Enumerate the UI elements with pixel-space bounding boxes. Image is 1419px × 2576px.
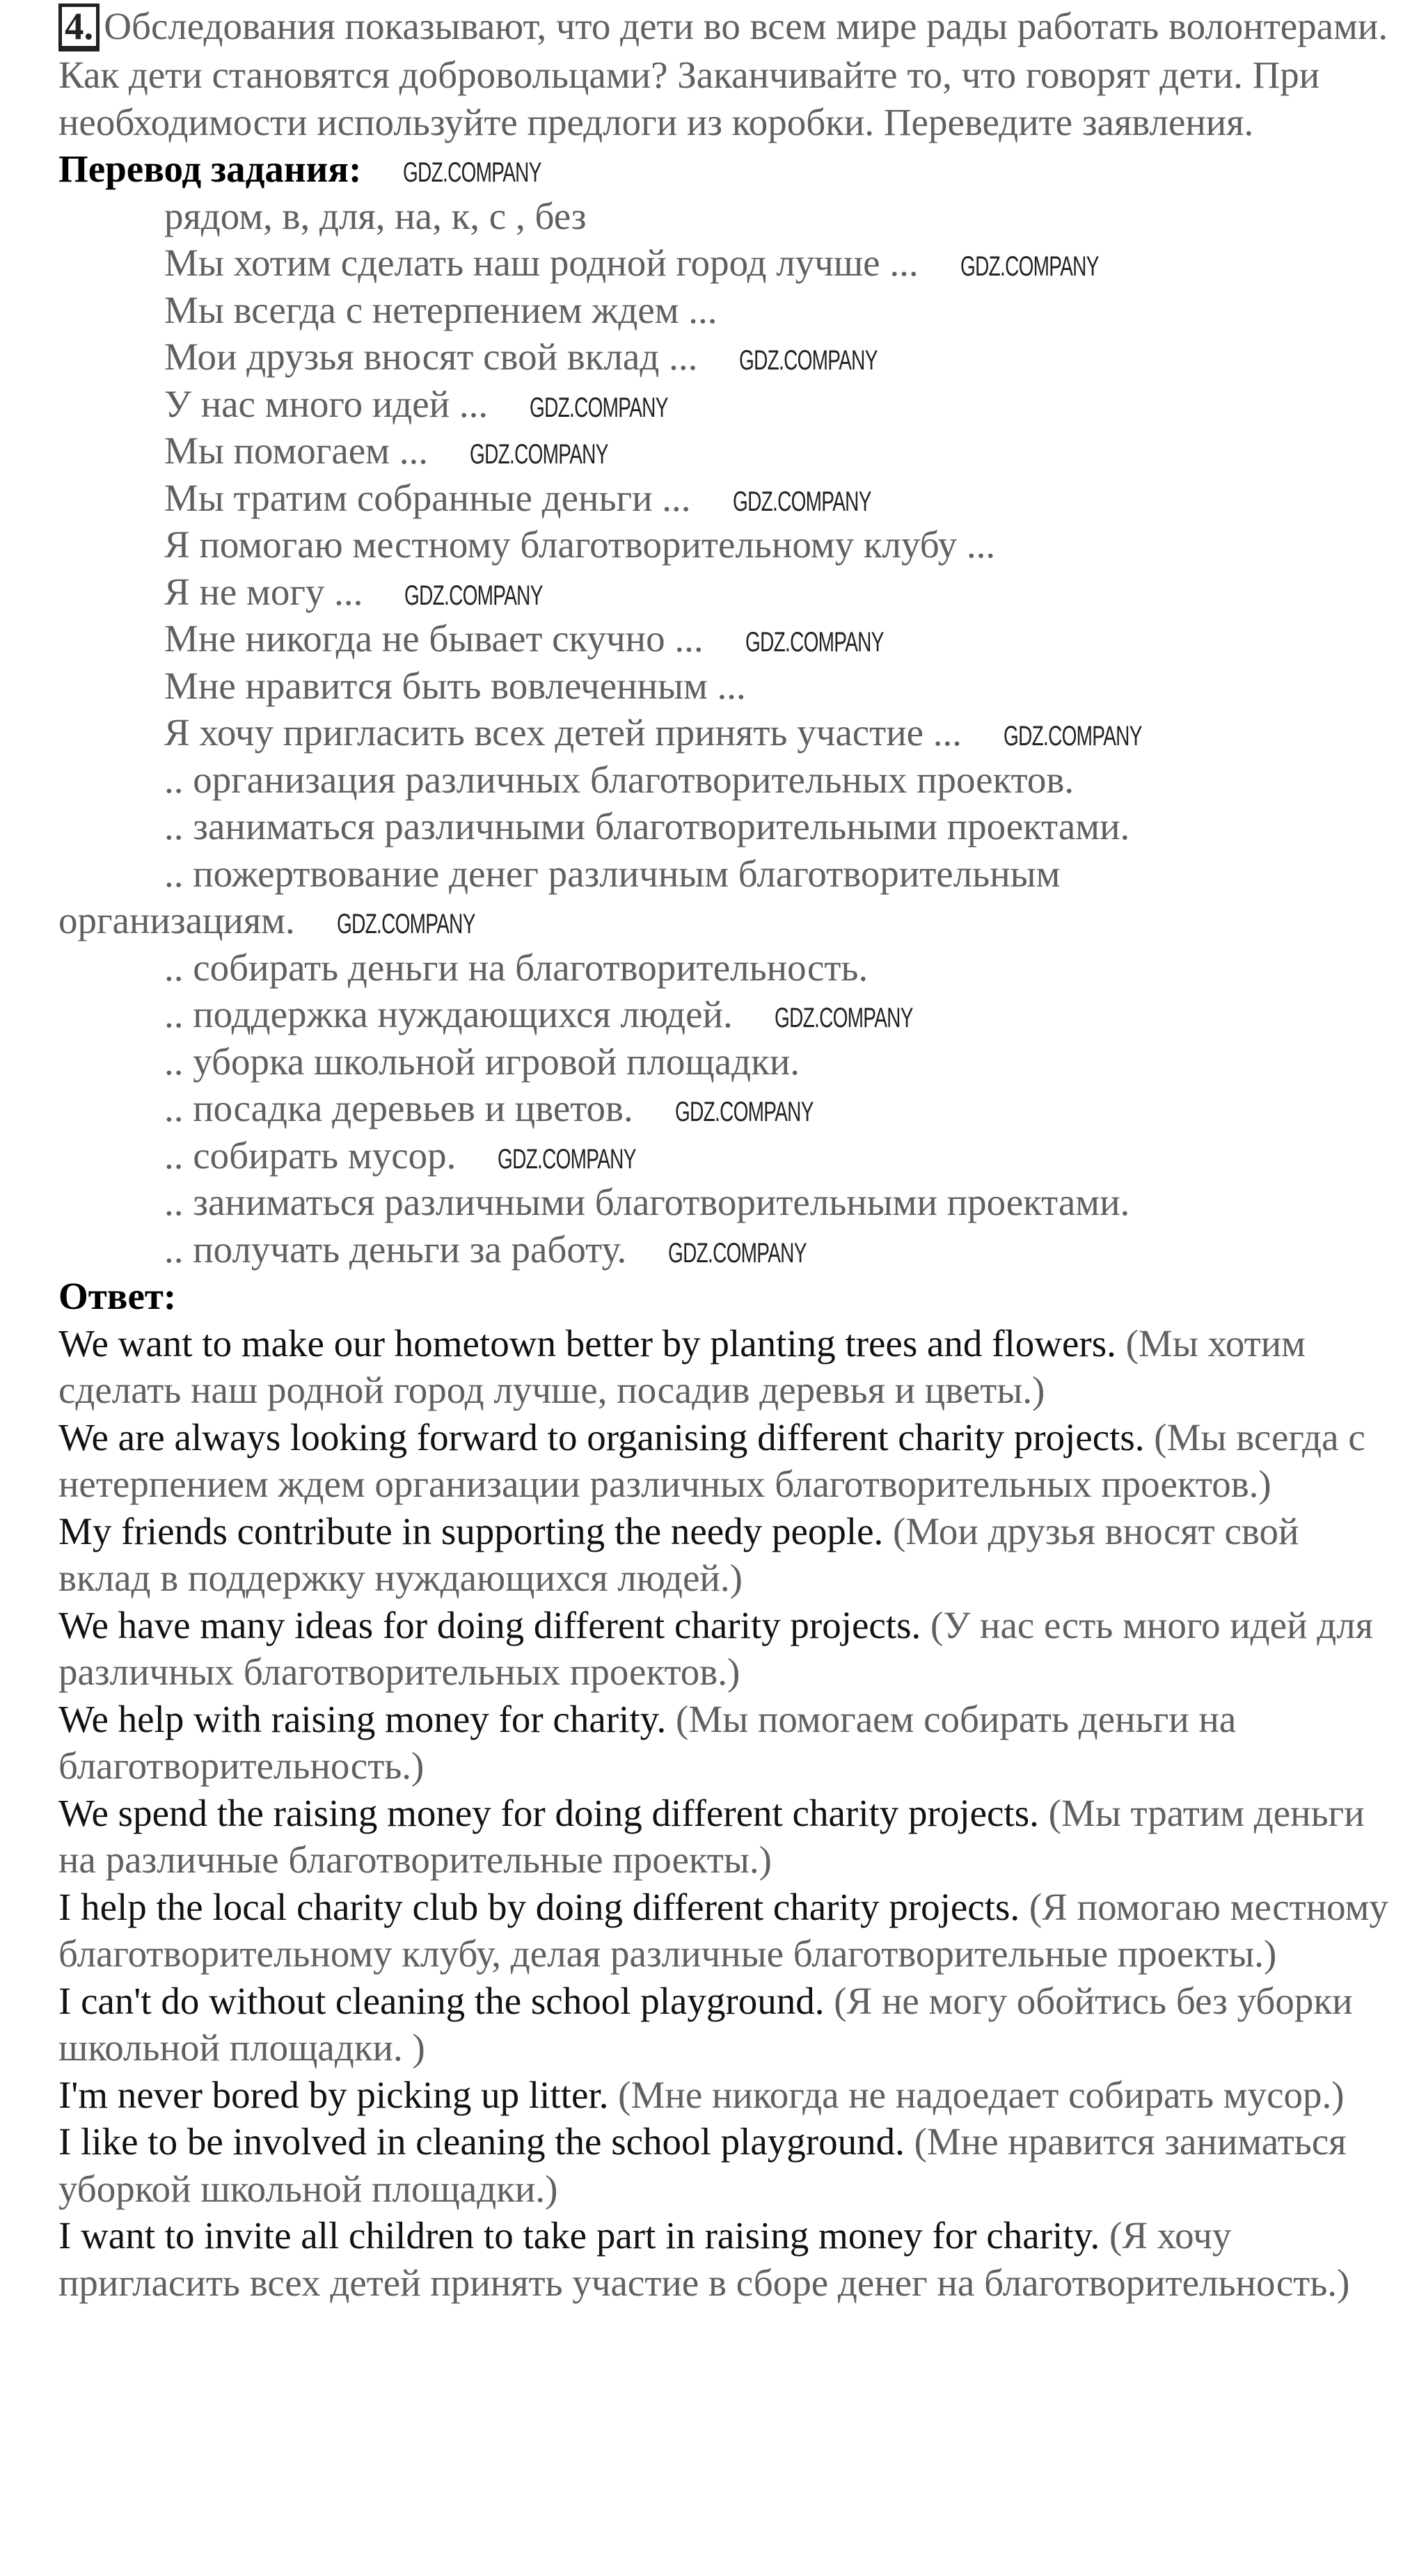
answer-heading: Ответ:	[58, 1275, 177, 1317]
answer-english: We are always looking forward to organising different charity projects.	[58, 1415, 1145, 1458]
translation-item	[58, 239, 1395, 287]
answer-english: My friends contribute in supporting the needy people.	[58, 1509, 884, 1552]
answer-english: We help with raising money for charity.	[58, 1697, 667, 1740]
answer-russian: (Мы помогаем собирать деньги на благотворительность.)	[58, 1697, 1237, 1787]
answer-item	[58, 1508, 1395, 1602]
translation-item	[58, 193, 1395, 240]
translation-item	[58, 521, 1395, 569]
translation-heading-row	[58, 145, 1395, 193]
translation-item-text: У нас много идей ...	[164, 382, 489, 425]
translation-item-text: .. уборка школьной игровой площадки.	[164, 1040, 800, 1083]
answer-english: We want to make our hometown better by planting trees and flowers.	[58, 1321, 1116, 1365]
answer-russian: (Мы хотим сделать наш родной город лучше, посадив деревья и цветы.)	[58, 1321, 1306, 1411]
answer-russian: (Я не могу обойтись без уборки школьной площадки. )	[58, 1979, 1353, 2069]
answer-item	[58, 1884, 1395, 1978]
watermark: GDZ.COMPANY	[745, 627, 884, 658]
translation-item-text: Я не могу ...	[164, 570, 363, 613]
watermark: GDZ.COMPANY	[960, 251, 1099, 282]
task-text: Обследования показывают, что дети во всем мире рады работать волонтерами. Как дети становятся добровольцами? Заканчивайте то, что говорят дети. При необходимости используйте предлоги из коробки. Переведите заявления.	[58, 5, 1388, 143]
watermark: GDZ.COMPANY	[336, 909, 475, 939]
answer-russian: (Мои друзья вносят свой вклад в поддержку нуждающихся людей.)	[58, 1509, 1299, 1599]
answer-item	[58, 2118, 1395, 2212]
translation-item	[58, 427, 1395, 475]
translation-item-text: Я помогаю местному благотворительному клубу ...	[164, 523, 996, 566]
translation-item	[58, 475, 1395, 522]
answer-russian: (Я хочу пригласить всех детей принять участие в сборе денег на благотворительность.)	[58, 2214, 1350, 2304]
translation-item-text: .. пожертвование денег различным благотворительным	[164, 852, 1061, 895]
translation-item	[58, 1038, 1395, 1086]
task-paragraph	[58, 3, 1395, 145]
translation-item	[58, 615, 1395, 662]
answer-item	[58, 1602, 1395, 1696]
translation-item	[58, 991, 1395, 1038]
translation-item-text: .. собирать мусор.	[164, 1134, 457, 1177]
translation-list	[58, 193, 1395, 1273]
answer-english: I'm never bored by picking up litter.	[58, 2073, 609, 2116]
answer-english: I can't do without cleaning the school playground.	[58, 1979, 825, 2022]
translation-item-text: Мне никогда не бывает скучно ...	[164, 617, 704, 660]
answer-item	[58, 2212, 1395, 2306]
translation-item-text: .. заниматься различными благотворительными проектами.	[164, 1181, 1130, 1223]
translation-item-text: .. получать деньги за работу.	[164, 1227, 627, 1271]
watermark: GDZ.COMPANY	[739, 345, 878, 376]
answer-item	[58, 2072, 1395, 2119]
task-number: 4.	[58, 3, 100, 51]
answer-russian: (Мне никогда не надоедает собирать мусор.)	[618, 2073, 1345, 2116]
answer-russian: (Мне нравится заниматься уборкой школьной площадки.)	[58, 2120, 1347, 2210]
answer-russian: (Я помогаю местному благотворительному клубу, делая различные благотворительные проекты.)	[58, 1885, 1388, 1975]
watermark: GDZ.COMPANY	[469, 439, 608, 470]
translation-item-text: Мои друзья вносят свой вклад ...	[164, 335, 698, 378]
translation-item-text: Мы тратим собранные деньги ...	[164, 476, 691, 519]
translation-heading: Перевод задания:	[58, 148, 362, 190]
translation-item	[58, 1226, 1395, 1273]
translation-item	[58, 1085, 1395, 1132]
translation-item-text: Мы хотим сделать наш родной город лучше ...	[164, 241, 919, 284]
document-page	[58, 3, 1395, 2306]
watermark: GDZ.COMPANY	[1004, 721, 1142, 752]
translation-item	[58, 333, 1395, 381]
translation-item	[58, 709, 1395, 756]
translation-item-text: рядом, в, для, на, к, с , без	[164, 194, 587, 237]
watermark: GDZ.COMPANY	[668, 1237, 807, 1269]
answer-russian: (Мы тратим деньги на различные благотворительные проекты.)	[58, 1791, 1365, 1881]
translation-item-text: организациям.	[58, 899, 295, 941]
translation-item	[58, 662, 1395, 710]
translation-item	[58, 1179, 1395, 1226]
watermark: GDZ.COMPANY	[403, 157, 542, 188]
watermark: GDZ.COMPANY	[674, 1097, 814, 1127]
watermark: GDZ.COMPANY	[732, 486, 871, 517]
translation-item	[58, 287, 1395, 334]
answer-list	[58, 1320, 1395, 2307]
answer-russian: (У нас есть много идей для различных благотворительных проектов.)	[58, 1603, 1373, 1693]
answer-english: I want to invite all children to take part in raising money for charity.	[58, 2214, 1100, 2257]
answer-english: I help the local charity club by doing different charity projects.	[58, 1885, 1020, 1928]
translation-item	[58, 944, 1395, 992]
translation-item	[58, 897, 1395, 944]
watermark: GDZ.COMPANY	[404, 580, 544, 611]
answer-item	[58, 1696, 1395, 1790]
translation-item	[58, 756, 1395, 804]
answer-item	[58, 1978, 1395, 2072]
translation-item-text: .. организация различных благотворительных проектов.	[164, 758, 1075, 801]
watermark: GDZ.COMPANY	[530, 392, 668, 423]
answer-english: I like to be involved in cleaning the school playground.	[58, 2120, 905, 2163]
watermark: GDZ.COMPANY	[498, 1143, 637, 1175]
translation-item-text: Мы помогаем ...	[164, 429, 428, 472]
answer-english: We spend the raising money for doing different charity projects.	[58, 1791, 1039, 1834]
translation-item-text: Мы всегда с нетерпением ждем ...	[164, 288, 718, 331]
translation-item	[58, 803, 1395, 850]
answer-russian: (Мы всегда с нетерпением ждем организации различных благотворительных проектов.)	[58, 1415, 1365, 1505]
translation-item	[58, 850, 1395, 898]
translation-item	[58, 381, 1395, 428]
answer-item	[58, 1414, 1395, 1508]
answer-item	[58, 1790, 1395, 1884]
translation-item-text: Я хочу пригласить всех детей принять участие ...	[164, 711, 962, 754]
answer-item	[58, 1320, 1395, 1414]
translation-item	[58, 569, 1395, 616]
translation-item-text: .. поддержка нуждающихся людей.	[164, 993, 733, 1035]
translation-item-text: .. заниматься различными благотворительными проектами.	[164, 805, 1130, 848]
watermark: GDZ.COMPANY	[774, 1003, 913, 1033]
translation-item-text: Мне нравится быть вовлеченным ...	[164, 664, 746, 707]
answer-english: We have many ideas for doing different charity projects.	[58, 1603, 921, 1646]
translation-item	[58, 1132, 1395, 1179]
translation-item-text: .. посадка деревьев и цветов.	[164, 1087, 633, 1129]
translation-item-text: .. собирать деньги на благотворительность.	[164, 946, 869, 989]
